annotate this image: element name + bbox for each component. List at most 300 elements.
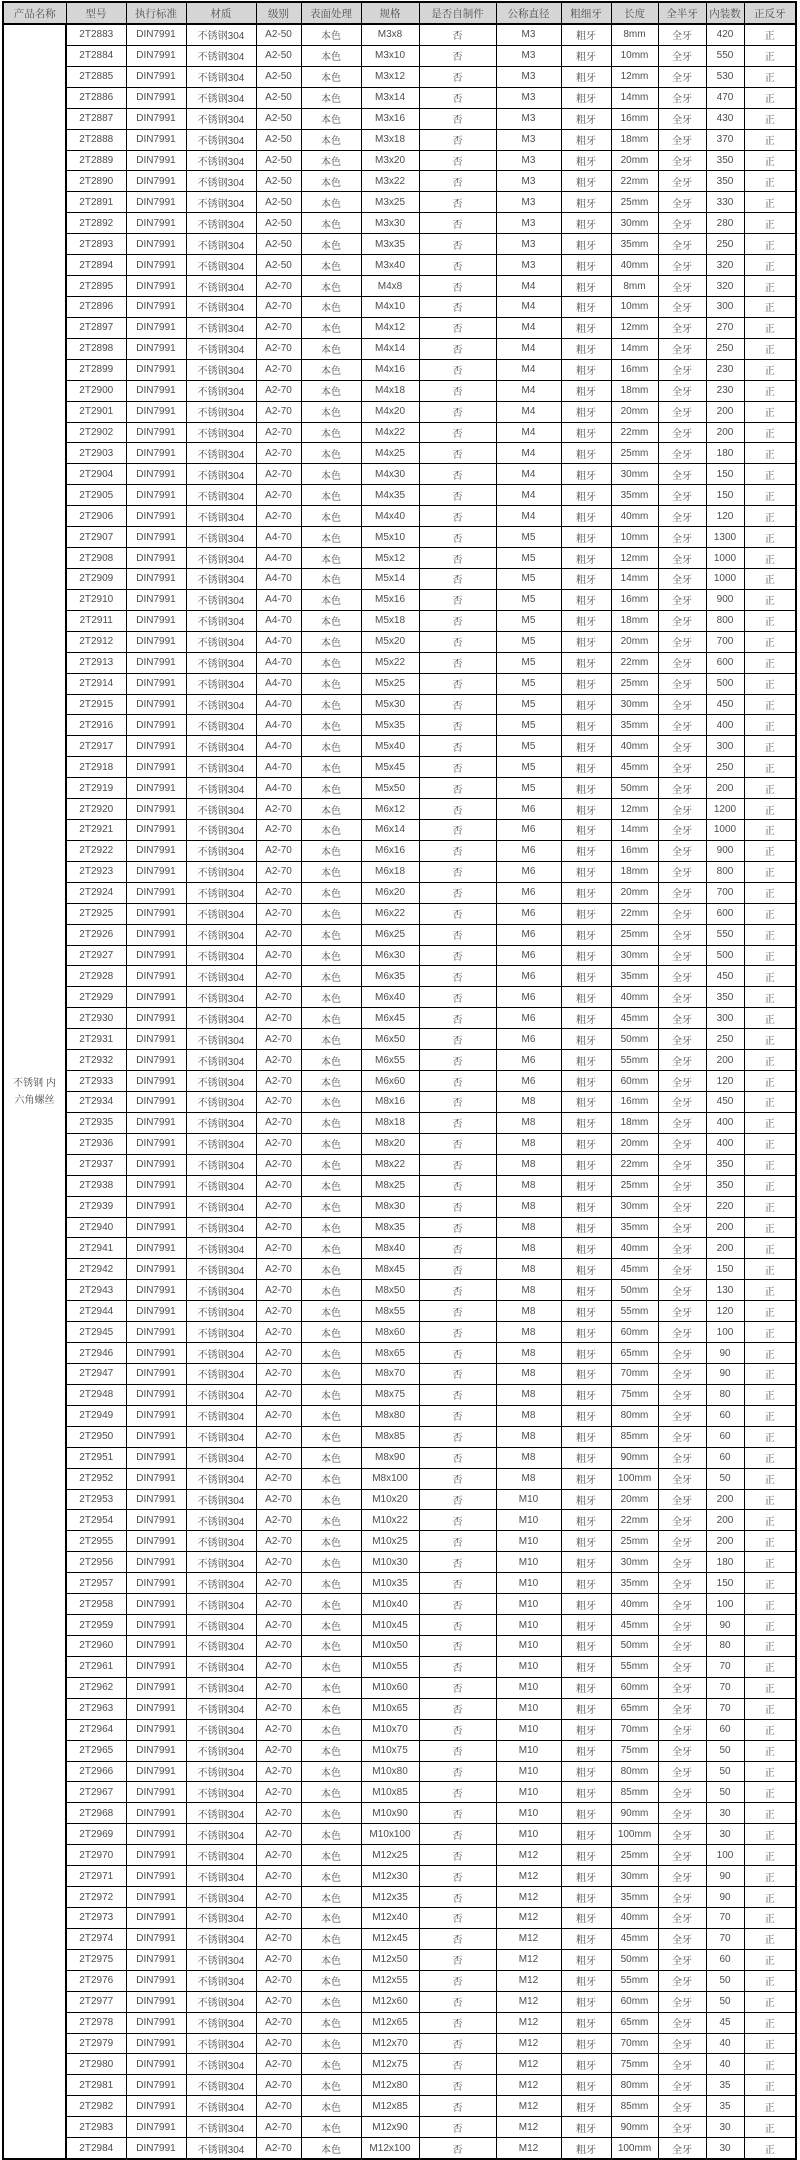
- cell-thread-direction: 正: [744, 1301, 796, 1322]
- cell-spec: M12x65: [361, 2012, 419, 2033]
- cell-spec: M4x14: [361, 338, 419, 359]
- cell-length: 35mm: [611, 234, 658, 255]
- cell-model: 2T2909: [66, 568, 126, 589]
- cell-self-made: 否: [419, 296, 496, 317]
- cell-length: 80mm: [611, 2075, 658, 2096]
- cell-model: 2T2932: [66, 1050, 126, 1071]
- cell-model: 2T2907: [66, 527, 126, 548]
- cell-self-made: 否: [419, 1489, 496, 1510]
- cell-length: 35mm: [611, 966, 658, 987]
- cell-surface-finish: 本色: [301, 1426, 361, 1447]
- cell-thread-direction: 正: [744, 903, 796, 924]
- cell-pack-qty: 80: [706, 1635, 744, 1656]
- table-row: [3, 610, 796, 631]
- cell-length: 90mm: [611, 1803, 658, 1824]
- cell-thread-pitch: 粗牙: [561, 1217, 611, 1238]
- cell-thread-direction: 正: [744, 401, 796, 422]
- cell-pack-qty: 50: [706, 1782, 744, 1803]
- cell-thread-coverage: 全牙: [658, 1866, 706, 1887]
- cell-length: 20mm: [611, 1133, 658, 1154]
- cell-pack-qty: 180: [706, 1552, 744, 1573]
- cell-material: 不锈钢304: [186, 610, 256, 631]
- cell-thread-pitch: 粗牙: [561, 1280, 611, 1301]
- cell-self-made: 否: [419, 924, 496, 945]
- cell-standard: DIN7991: [126, 694, 186, 715]
- cell-self-made: 否: [419, 1092, 496, 1113]
- cell-thread-coverage: 全牙: [658, 359, 706, 380]
- cell-standard: DIN7991: [126, 987, 186, 1008]
- cell-thread-direction: 正: [744, 150, 796, 171]
- cell-thread-direction: 正: [744, 1447, 796, 1468]
- cell-spec: M12x25: [361, 1845, 419, 1866]
- cell-grade: A2-70: [256, 1196, 301, 1217]
- cell-grade: A2-50: [256, 171, 301, 192]
- cell-surface-finish: 本色: [301, 1615, 361, 1636]
- cell-material: 不锈钢304: [186, 882, 256, 903]
- cell-length: 16mm: [611, 359, 658, 380]
- cell-thread-pitch: 粗牙: [561, 1238, 611, 1259]
- cell-standard: DIN7991: [126, 1259, 186, 1280]
- cell-length: 85mm: [611, 2096, 658, 2117]
- table-row: [3, 568, 796, 589]
- cell-nominal-diameter: M12: [496, 1907, 561, 1928]
- cell-thread-pitch: 粗牙: [561, 1740, 611, 1761]
- cell-nominal-diameter: M8: [496, 1154, 561, 1175]
- table-row: [3, 1280, 796, 1301]
- cell-grade: A2-70: [256, 1782, 301, 1803]
- cell-grade: A2-70: [256, 1635, 301, 1656]
- cell-nominal-diameter: M4: [496, 401, 561, 422]
- cell-self-made: 否: [419, 757, 496, 778]
- cell-standard: DIN7991: [126, 1824, 186, 1845]
- cell-surface-finish: 本色: [301, 1635, 361, 1656]
- cell-grade: A2-70: [256, 1698, 301, 1719]
- cell-self-made: 否: [419, 1677, 496, 1698]
- cell-grade: A2-70: [256, 1405, 301, 1426]
- cell-model: 2T2956: [66, 1552, 126, 1573]
- cell-thread-coverage: 全牙: [658, 129, 706, 150]
- cell-surface-finish: 本色: [301, 673, 361, 694]
- cell-thread-direction: 正: [744, 192, 796, 213]
- cell-model: 2T2916: [66, 715, 126, 736]
- cell-thread-pitch: 粗牙: [561, 1196, 611, 1217]
- table-row: [3, 1343, 796, 1364]
- cell-thread-pitch: 粗牙: [561, 359, 611, 380]
- cell-length: 30mm: [611, 1552, 658, 1573]
- cell-model: 2T2945: [66, 1322, 126, 1343]
- cell-pack-qty: 30: [706, 2117, 744, 2138]
- cell-material: 不锈钢304: [186, 1949, 256, 1970]
- table-row: [3, 1698, 796, 1719]
- cell-thread-direction: 正: [744, 1928, 796, 1949]
- cell-surface-finish: 本色: [301, 1719, 361, 1740]
- cell-thread-direction: 正: [744, 1343, 796, 1364]
- cell-pack-qty: 300: [706, 1008, 744, 1029]
- cell-nominal-diameter: M10: [496, 1824, 561, 1845]
- cell-self-made: 否: [419, 1970, 496, 1991]
- cell-model: 2T2933: [66, 1071, 126, 1092]
- cell-nominal-diameter: M8: [496, 1112, 561, 1133]
- cell-length: 25mm: [611, 673, 658, 694]
- cell-material: 不锈钢304: [186, 150, 256, 171]
- cell-surface-finish: 本色: [301, 24, 361, 45]
- cell-standard: DIN7991: [126, 778, 186, 799]
- cell-surface-finish: 本色: [301, 1782, 361, 1803]
- cell-material: 不锈钢304: [186, 45, 256, 66]
- cell-thread-coverage: 全牙: [658, 1782, 706, 1803]
- cell-nominal-diameter: M3: [496, 150, 561, 171]
- cell-length: 60mm: [611, 1677, 658, 1698]
- cell-spec: M10x50: [361, 1635, 419, 1656]
- cell-length: 18mm: [611, 861, 658, 882]
- cell-nominal-diameter: M8: [496, 1468, 561, 1489]
- cell-thread-pitch: 粗牙: [561, 1531, 611, 1552]
- cell-pack-qty: 700: [706, 882, 744, 903]
- cell-nominal-diameter: M3: [496, 66, 561, 87]
- cell-surface-finish: 本色: [301, 1175, 361, 1196]
- cell-thread-pitch: 粗牙: [561, 66, 611, 87]
- cell-material: 不锈钢304: [186, 1656, 256, 1677]
- cell-nominal-diameter: M10: [496, 1615, 561, 1636]
- cell-thread-coverage: 全牙: [658, 757, 706, 778]
- cell-thread-direction: 正: [744, 924, 796, 945]
- cell-length: 70mm: [611, 2033, 658, 2054]
- cell-grade: A2-70: [256, 1133, 301, 1154]
- cell-model: 2T2906: [66, 506, 126, 527]
- cell-self-made: 否: [419, 1008, 496, 1029]
- cell-thread-direction: 正: [744, 1029, 796, 1050]
- cell-material: 不锈钢304: [186, 2075, 256, 2096]
- table-row: [3, 2075, 796, 2096]
- cell-grade: A2-70: [256, 1907, 301, 1928]
- cell-standard: DIN7991: [126, 2117, 186, 2138]
- cell-length: 30mm: [611, 945, 658, 966]
- cell-grade: A2-70: [256, 317, 301, 338]
- cell-nominal-diameter: M6: [496, 1008, 561, 1029]
- cell-self-made: 否: [419, 652, 496, 673]
- cell-thread-pitch: 粗牙: [561, 548, 611, 569]
- cell-surface-finish: 本色: [301, 1322, 361, 1343]
- cell-surface-finish: 本色: [301, 485, 361, 506]
- cell-length: 35mm: [611, 1217, 658, 1238]
- cell-thread-coverage: 全牙: [658, 1698, 706, 1719]
- cell-grade: A2-70: [256, 359, 301, 380]
- cell-nominal-diameter: M4: [496, 506, 561, 527]
- table-row: [3, 799, 796, 820]
- cell-material: 不锈钢304: [186, 276, 256, 297]
- cell-surface-finish: 本色: [301, 66, 361, 87]
- cell-nominal-diameter: M8: [496, 1196, 561, 1217]
- cell-self-made: 否: [419, 1301, 496, 1322]
- cell-nominal-diameter: M8: [496, 1238, 561, 1259]
- cell-thread-pitch: 粗牙: [561, 861, 611, 882]
- table-row: [3, 1447, 796, 1468]
- cell-thread-pitch: 粗牙: [561, 129, 611, 150]
- cell-standard: DIN7991: [126, 2033, 186, 2054]
- cell-spec: M12x90: [361, 2117, 419, 2138]
- cell-model: 2T2911: [66, 610, 126, 631]
- cell-grade: A2-50: [256, 108, 301, 129]
- cell-pack-qty: 150: [706, 1259, 744, 1280]
- cell-model: 2T2980: [66, 2054, 126, 2075]
- cell-standard: DIN7991: [126, 1615, 186, 1636]
- cell-self-made: 否: [419, 1510, 496, 1531]
- cell-thread-direction: 正: [744, 715, 796, 736]
- cell-material: 不锈钢304: [186, 1970, 256, 1991]
- cell-material: 不锈钢304: [186, 715, 256, 736]
- cell-self-made: 否: [419, 1112, 496, 1133]
- cell-thread-direction: 正: [744, 568, 796, 589]
- table-row: [3, 485, 796, 506]
- cell-thread-pitch: 粗牙: [561, 1426, 611, 1447]
- cell-surface-finish: 本色: [301, 1405, 361, 1426]
- cell-grade: A2-70: [256, 2096, 301, 2117]
- cell-pack-qty: 250: [706, 757, 744, 778]
- cell-grade: A2-70: [256, 1719, 301, 1740]
- cell-thread-pitch: 粗牙: [561, 2033, 611, 2054]
- cell-thread-direction: 正: [744, 548, 796, 569]
- cell-material: 不锈钢304: [186, 317, 256, 338]
- table-row: [3, 1489, 796, 1510]
- cell-self-made: 否: [419, 1343, 496, 1364]
- cell-spec: M10x35: [361, 1573, 419, 1594]
- cell-spec: M8x85: [361, 1426, 419, 1447]
- table-row: [3, 1615, 796, 1636]
- cell-model: 2T2923: [66, 861, 126, 882]
- cell-material: 不锈钢304: [186, 736, 256, 757]
- cell-thread-direction: 正: [744, 317, 796, 338]
- cell-material: 不锈钢304: [186, 1698, 256, 1719]
- table-row: [3, 1782, 796, 1803]
- cell-thread-coverage: 全牙: [658, 652, 706, 673]
- cell-length: 30mm: [611, 1866, 658, 1887]
- col-header-material: 材质: [186, 2, 256, 24]
- cell-grade: A2-50: [256, 66, 301, 87]
- cell-length: 12mm: [611, 799, 658, 820]
- cell-spec: M3x8: [361, 24, 419, 45]
- cell-thread-coverage: 全牙: [658, 1238, 706, 1259]
- cell-thread-coverage: 全牙: [658, 87, 706, 108]
- col-header-spec: 规格: [361, 2, 419, 24]
- cell-surface-finish: 本色: [301, 1364, 361, 1385]
- cell-pack-qty: 230: [706, 359, 744, 380]
- cell-thread-pitch: 粗牙: [561, 2054, 611, 2075]
- cell-standard: DIN7991: [126, 1761, 186, 1782]
- cell-spec: M8x18: [361, 1112, 419, 1133]
- cell-self-made: 否: [419, 1719, 496, 1740]
- cell-thread-coverage: 全牙: [658, 2075, 706, 2096]
- cell-spec: M5x22: [361, 652, 419, 673]
- cell-model: 2T2977: [66, 1991, 126, 2012]
- cell-spec: M5x35: [361, 715, 419, 736]
- cell-material: 不锈钢304: [186, 1008, 256, 1029]
- cell-length: 60mm: [611, 1071, 658, 1092]
- cell-length: 40mm: [611, 987, 658, 1008]
- cell-thread-pitch: 粗牙: [561, 1803, 611, 1824]
- cell-material: 不锈钢304: [186, 1719, 256, 1740]
- table-row: [3, 1468, 796, 1489]
- cell-surface-finish: 本色: [301, 610, 361, 631]
- cell-material: 不锈钢304: [186, 1740, 256, 1761]
- cell-self-made: 否: [419, 2117, 496, 2138]
- cell-thread-pitch: 粗牙: [561, 1489, 611, 1510]
- cell-self-made: 否: [419, 527, 496, 548]
- cell-length: 65mm: [611, 1343, 658, 1364]
- cell-thread-pitch: 粗牙: [561, 903, 611, 924]
- cell-standard: DIN7991: [126, 380, 186, 401]
- cell-thread-coverage: 全牙: [658, 1552, 706, 1573]
- cell-pack-qty: 70: [706, 1907, 744, 1928]
- cell-nominal-diameter: M8: [496, 1217, 561, 1238]
- cell-spec: M6x20: [361, 882, 419, 903]
- cell-grade: A2-70: [256, 1112, 301, 1133]
- cell-thread-pitch: 粗牙: [561, 673, 611, 694]
- cell-length: 35mm: [611, 1573, 658, 1594]
- cell-grade: A4-70: [256, 548, 301, 569]
- cell-thread-direction: 正: [744, 1615, 796, 1636]
- cell-spec: M3x40: [361, 255, 419, 276]
- table-row: [3, 945, 796, 966]
- cell-model: 2T2974: [66, 1928, 126, 1949]
- cell-spec: M4x12: [361, 317, 419, 338]
- cell-thread-direction: 正: [744, 24, 796, 45]
- cell-model: 2T2972: [66, 1887, 126, 1908]
- col-header-grade: 级别: [256, 2, 301, 24]
- cell-pack-qty: 180: [706, 443, 744, 464]
- cell-surface-finish: 本色: [301, 1907, 361, 1928]
- cell-self-made: 否: [419, 1573, 496, 1594]
- cell-length: 55mm: [611, 1656, 658, 1677]
- table-row: [3, 150, 796, 171]
- cell-grade: A2-70: [256, 1029, 301, 1050]
- cell-spec: M3x30: [361, 213, 419, 234]
- cell-thread-pitch: 粗牙: [561, 213, 611, 234]
- cell-self-made: 否: [419, 129, 496, 150]
- cell-material: 不锈钢304: [186, 1489, 256, 1510]
- cell-thread-direction: 正: [744, 1008, 796, 1029]
- cell-length: 20mm: [611, 401, 658, 422]
- cell-thread-coverage: 全牙: [658, 1928, 706, 1949]
- table-row: [3, 1573, 796, 1594]
- cell-spec: M8x65: [361, 1343, 419, 1364]
- cell-thread-coverage: 全牙: [658, 338, 706, 359]
- cell-pack-qty: 420: [706, 24, 744, 45]
- cell-nominal-diameter: M8: [496, 1447, 561, 1468]
- cell-spec: M5x18: [361, 610, 419, 631]
- cell-surface-finish: 本色: [301, 652, 361, 673]
- cell-pack-qty: 370: [706, 129, 744, 150]
- cell-standard: DIN7991: [126, 1405, 186, 1426]
- cell-grade: A2-70: [256, 1615, 301, 1636]
- cell-thread-coverage: 全牙: [658, 527, 706, 548]
- cell-self-made: 否: [419, 1887, 496, 1908]
- cell-standard: DIN7991: [126, 1635, 186, 1656]
- cell-pack-qty: 60: [706, 1405, 744, 1426]
- cell-thread-pitch: 粗牙: [561, 45, 611, 66]
- cell-thread-coverage: 全牙: [658, 1740, 706, 1761]
- cell-spec: M8x60: [361, 1322, 419, 1343]
- cell-pack-qty: 220: [706, 1196, 744, 1217]
- cell-pack-qty: 40: [706, 2033, 744, 2054]
- cell-surface-finish: 本色: [301, 799, 361, 820]
- cell-standard: DIN7991: [126, 882, 186, 903]
- cell-thread-direction: 正: [744, 673, 796, 694]
- cell-length: 22mm: [611, 652, 658, 673]
- cell-length: 14mm: [611, 338, 658, 359]
- cell-grade: A2-70: [256, 799, 301, 820]
- cell-model: 2T2948: [66, 1384, 126, 1405]
- cell-thread-coverage: 全牙: [658, 1112, 706, 1133]
- table-row: [3, 652, 796, 673]
- cell-self-made: 否: [419, 1259, 496, 1280]
- cell-material: 不锈钢304: [186, 799, 256, 820]
- cell-grade: A2-70: [256, 1384, 301, 1405]
- cell-length: 12mm: [611, 66, 658, 87]
- cell-self-made: 否: [419, 213, 496, 234]
- cell-standard: DIN7991: [126, 1489, 186, 1510]
- cell-surface-finish: 本色: [301, 966, 361, 987]
- table-row: [3, 715, 796, 736]
- cell-model: 2T2952: [66, 1468, 126, 1489]
- cell-self-made: 否: [419, 1928, 496, 1949]
- cell-surface-finish: 本色: [301, 589, 361, 610]
- cell-material: 不锈钢304: [186, 1510, 256, 1531]
- cell-model: 2T2975: [66, 1949, 126, 1970]
- cell-length: 16mm: [611, 589, 658, 610]
- cell-thread-coverage: 全牙: [658, 1573, 706, 1594]
- cell-length: 40mm: [611, 255, 658, 276]
- cell-nominal-diameter: M6: [496, 924, 561, 945]
- cell-standard: DIN7991: [126, 1343, 186, 1364]
- cell-model: 2T2971: [66, 1866, 126, 1887]
- cell-material: 不锈钢304: [186, 338, 256, 359]
- cell-standard: DIN7991: [126, 213, 186, 234]
- cell-thread-pitch: 粗牙: [561, 1468, 611, 1489]
- table-row: [3, 276, 796, 297]
- cell-thread-direction: 正: [744, 1698, 796, 1719]
- cell-nominal-diameter: M5: [496, 610, 561, 631]
- cell-material: 不锈钢304: [186, 1175, 256, 1196]
- table-row: [3, 2117, 796, 2138]
- cell-length: 60mm: [611, 1991, 658, 2012]
- cell-pack-qty: 150: [706, 1573, 744, 1594]
- cell-thread-direction: 正: [744, 1656, 796, 1677]
- cell-standard: DIN7991: [126, 45, 186, 66]
- cell-surface-finish: 本色: [301, 1050, 361, 1071]
- cell-standard: DIN7991: [126, 1719, 186, 1740]
- table-row: [3, 1635, 796, 1656]
- cell-thread-coverage: 全牙: [658, 401, 706, 422]
- cell-self-made: 否: [419, 401, 496, 422]
- cell-grade: A2-50: [256, 192, 301, 213]
- cell-pack-qty: 50: [706, 1740, 744, 1761]
- cell-length: 10mm: [611, 296, 658, 317]
- cell-thread-pitch: 粗牙: [561, 24, 611, 45]
- cell-material: 不锈钢304: [186, 1907, 256, 1928]
- cell-spec: M12x85: [361, 2096, 419, 2117]
- cell-model: 2T2919: [66, 778, 126, 799]
- cell-spec: M6x30: [361, 945, 419, 966]
- cell-surface-finish: 本色: [301, 1824, 361, 1845]
- cell-material: 不锈钢304: [186, 1824, 256, 1845]
- cell-self-made: 否: [419, 87, 496, 108]
- cell-standard: DIN7991: [126, 422, 186, 443]
- cell-pack-qty: 50: [706, 1761, 744, 1782]
- cell-self-made: 否: [419, 2012, 496, 2033]
- cell-spec: M10x40: [361, 1594, 419, 1615]
- cell-thread-direction: 正: [744, 694, 796, 715]
- cell-thread-direction: 正: [744, 380, 796, 401]
